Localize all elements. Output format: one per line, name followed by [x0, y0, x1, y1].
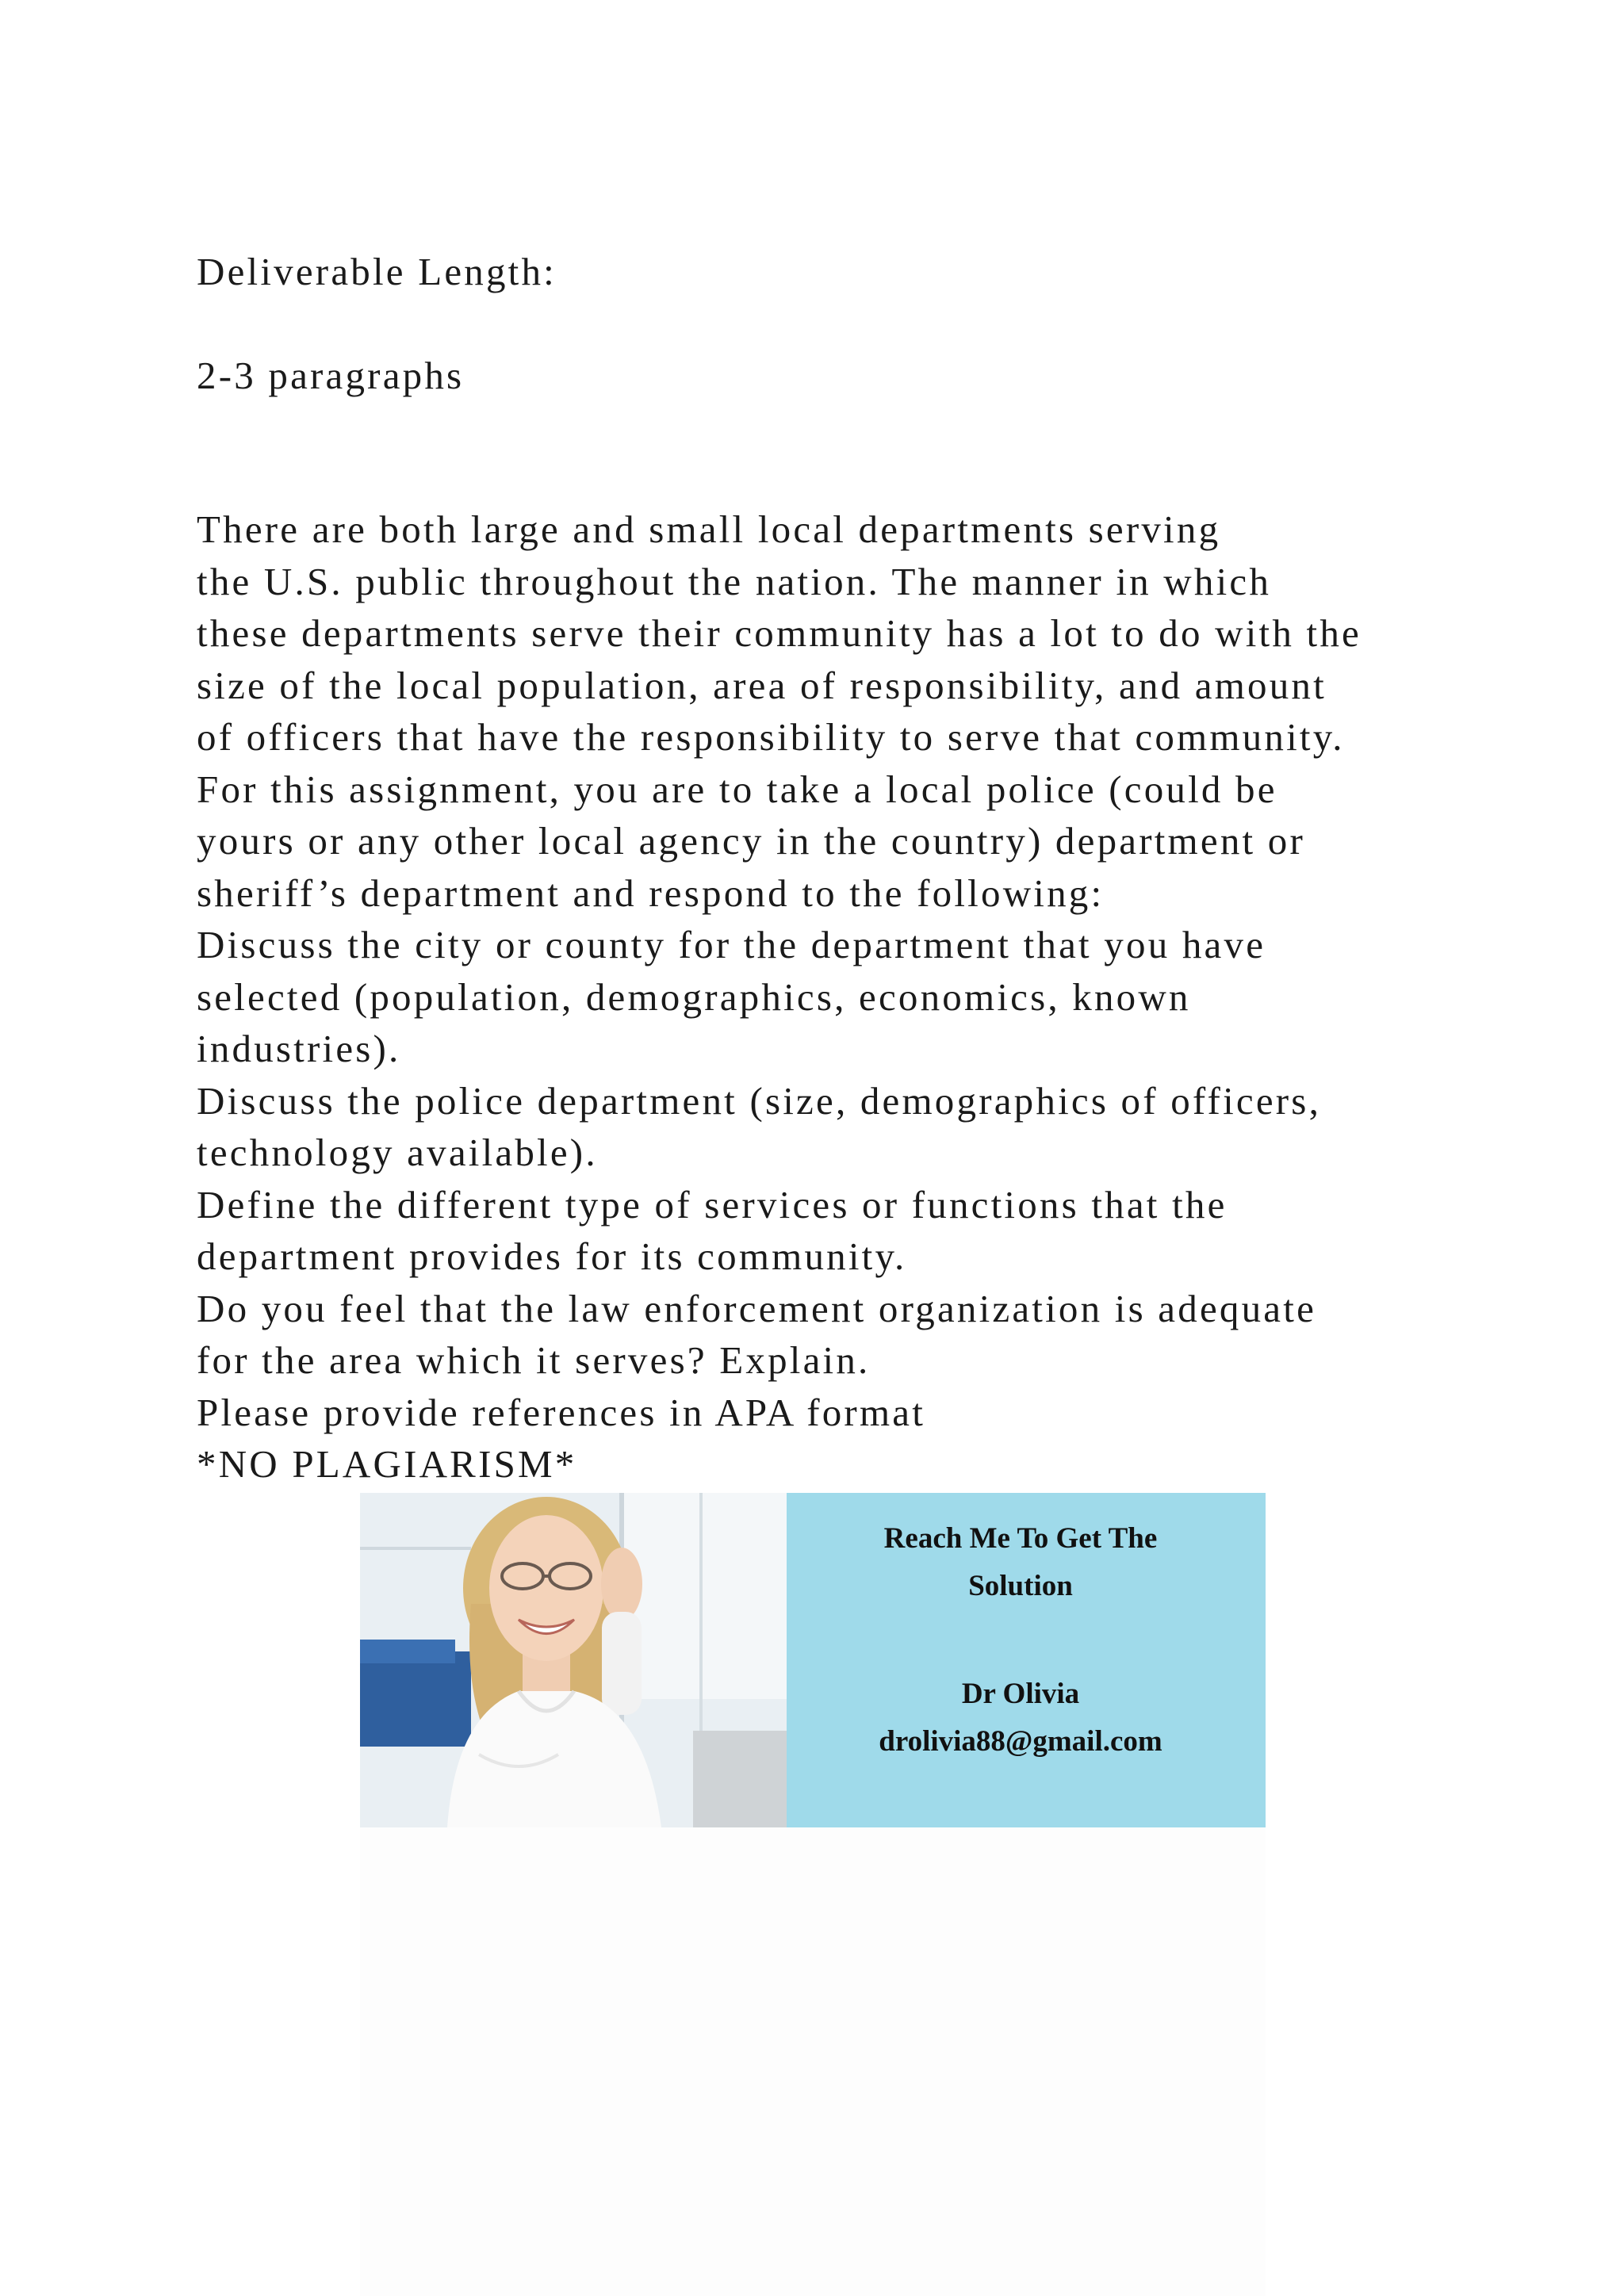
body-line: yours or any other local agency in the country) department or: [197, 819, 1305, 863]
body-line: Please provide references in APA format: [197, 1391, 926, 1434]
body-line: of officers that have the responsibility to serve that community.: [197, 715, 1345, 759]
contact-banner: [360, 1493, 1266, 1827]
body-line: technology available).: [197, 1131, 598, 1174]
body-line: Do you feel that the law enforcement organization is adequate: [197, 1287, 1317, 1330]
body-line: For this assignment, you are to take a local police (could be: [197, 767, 1277, 811]
body-line: Discuss the police department (size, demographics of officers,: [197, 1079, 1322, 1123]
body-line: department provides for its community.: [197, 1234, 907, 1278]
deliverable-length-heading: Deliverable Length:: [197, 250, 557, 293]
banner-contact-email: drolivia88@gmail.com: [879, 1725, 1162, 1758]
body-line: Discuss the city or county for the department that you have: [197, 923, 1266, 966]
banner-headline-line2: Solution: [968, 1570, 1073, 1602]
body-line: industries).: [197, 1027, 401, 1070]
contact-info-panel: [787, 1493, 1266, 1827]
banner-headline-line1: Reach Me To Get The: [883, 1522, 1158, 1555]
body-line: the U.S. public throughout the nation. The manner in which: [197, 560, 1272, 603]
banner-contact-name: Dr Olivia: [961, 1678, 1080, 1710]
deliverable-length-value: 2-3 paragraphs: [197, 354, 465, 397]
body-line: for the area which it serves? Explain.: [197, 1338, 871, 1382]
woman-illustration: [360, 1493, 787, 1827]
body-line: Define the different type of services or functions that the: [197, 1183, 1228, 1226]
body-line: selected (population, demographics, economics, known: [197, 975, 1191, 1019]
no-plagiarism-note: *NO PLAGIARISM*: [197, 1442, 577, 1486]
body-line: There are both large and small local departments serving: [197, 507, 1221, 551]
woman-photo: [360, 1493, 787, 1827]
body-line: sheriff’s department and respond to the following:: [197, 871, 1105, 915]
image-lower-area: [360, 1827, 1266, 2296]
body-line: size of the local population, area of responsibility, and amount: [197, 664, 1327, 707]
body-line: these departments serve their community has a lot to do with the: [197, 611, 1362, 655]
